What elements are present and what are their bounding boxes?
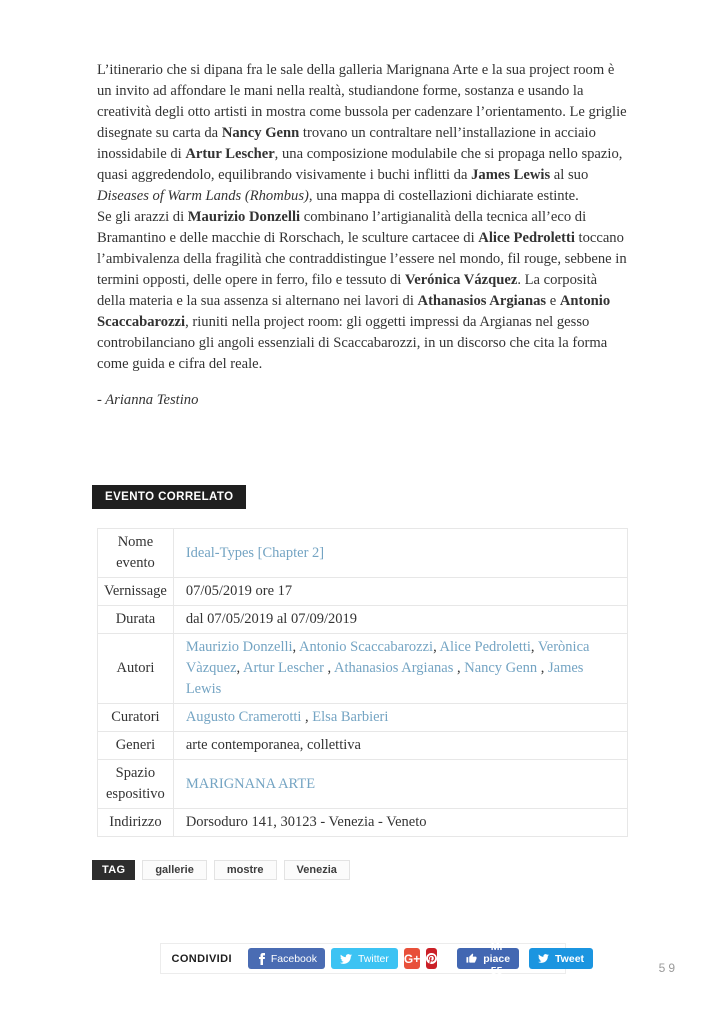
pinterest-share-button[interactable] — [426, 948, 437, 969]
link[interactable]: James Lewis — [185, 660, 584, 697]
text-segment: . La corposità della materia e la sua assenza si alternano nei lavori di — [97, 272, 598, 309]
row-value — [173, 704, 627, 732]
row-value — [173, 732, 627, 760]
text-segment: , — [301, 709, 313, 725]
share-section — [97, 940, 628, 977]
text-segment: Diseases of Warm Lands (Rhombus) — [97, 188, 309, 204]
facebook-like-button[interactable] — [457, 940, 519, 977]
row-value — [173, 809, 627, 837]
twitter-icon — [340, 954, 352, 964]
tags-bar — [92, 860, 628, 880]
text-segment: combinano l’artigianalità della tecnica all’eco di Bramantino e delle macchie di Rorschach, le sculture cartacee di — [97, 209, 587, 246]
twitter-icon — [538, 954, 549, 963]
twitter-button-label: Twitter — [357, 952, 389, 965]
tags-label-badge: TAG — [92, 860, 135, 880]
text-segment: e — [546, 293, 560, 309]
text-segment: trovano un contraltare nell’installazione in acciaio inossidabile di — [97, 125, 596, 162]
table-row-autori — [98, 634, 628, 704]
link[interactable]: Alice Pedroletti — [439, 639, 531, 655]
row-value — [173, 606, 627, 634]
text-segment: , — [453, 660, 465, 676]
pinterest-icon — [426, 953, 437, 964]
text-segment: Antonio Scaccabarozzi — [97, 293, 611, 330]
facebook-button-label: Facebook — [270, 952, 317, 965]
link[interactable]: Elsa Barbieri — [312, 709, 389, 725]
row-label: Vernissage — [98, 578, 174, 606]
text-segment: Maurizio Donzelli — [187, 209, 301, 225]
event-table-body — [98, 529, 628, 837]
table-row-curatori — [98, 704, 628, 732]
text-segment: toccano l’ambivalenza della fragilità che contraddistingue l’essere nel mondo, fil rouge, sebbene in termini opposti, delle opere in ferro, filo e tessuto di — [97, 230, 627, 288]
row-label: Generi — [98, 732, 174, 760]
text-segment: , una composizione modulabile che si propaga nello spazio, quasi aggredendolo, equilibrando visivamente i buchi inflitti da — [97, 146, 623, 183]
tweet-button-label: Tweet — [555, 952, 585, 965]
table-row-spazio-espositivo — [98, 760, 628, 809]
text-segment: al suo — [550, 167, 589, 183]
text-segment: arte contemporanea, collettiva — [185, 737, 361, 753]
text-segment: James Lewis — [471, 167, 551, 183]
table-row-generi — [98, 732, 628, 760]
tweet-button[interactable] — [529, 948, 593, 969]
text-segment: L’itinerario che si dipana fra le sale della galleria Marignana Arte e la sua project room è un invito ad affondare le mani nella realtà, studiandone forme, sostanza e usando la creatività degli otto artisti in mostra come bussola per cadenzare l’orientamento. Le griglie disegnate su carta da — [97, 62, 627, 141]
table-row-durata — [98, 606, 628, 634]
link[interactable]: MARIGNANA ARTE — [185, 775, 316, 792]
link[interactable]: Ideal-Types [Chapter 2] — [185, 544, 325, 561]
link[interactable]: Maurizio Donzelli — [185, 639, 293, 655]
text-segment: , — [292, 639, 299, 655]
googleplus-share-button[interactable] — [404, 948, 420, 969]
table-row-vernissage — [98, 578, 628, 606]
text-segment: Dorsoduro 141, 30123 - Venezia - Veneto — [185, 814, 427, 830]
share-bar — [160, 940, 585, 977]
article-content — [97, 60, 628, 977]
article-body — [97, 60, 628, 375]
text-segment: , riuniti nella project room: gli oggetti impressi da Argianas nel gesso controbilanciano gli angoli essenziali di Scaccabarozzi, in un discorso che cita la forma come guida e cifra del reale. — [97, 314, 608, 372]
related-event-badge: EVENTO CORRELATO — [92, 485, 246, 509]
tag-venezia[interactable]: Venezia — [284, 860, 350, 880]
link[interactable]: Nancy Genn — [464, 660, 538, 676]
link[interactable]: Artur Lescher — [243, 660, 324, 676]
text-segment: Nancy Genn — [221, 125, 300, 141]
facebook-icon — [256, 953, 265, 965]
row-value — [173, 529, 627, 578]
row-value — [173, 578, 627, 606]
text-segment: Athanasios Argianas — [417, 293, 547, 309]
text-segment: 07/05/2019 ore 17 — [185, 583, 293, 599]
text-segment: , — [537, 660, 548, 676]
text-segment: Verónica Vázquez — [405, 272, 518, 288]
facebook-share-button[interactable] — [248, 948, 325, 969]
article-paragraph — [97, 60, 628, 207]
text-segment: , — [433, 639, 440, 655]
row-label: Spazio espositivo — [98, 760, 174, 809]
text-segment: , — [236, 660, 243, 676]
link[interactable]: Augusto Cramerotti — [185, 709, 302, 725]
page-number: 59 — [658, 961, 678, 975]
tag-mostre[interactable]: mostre — [214, 860, 277, 880]
event-table — [97, 528, 628, 837]
text-segment: dal 07/05/2019 al 07/09/2019 — [185, 611, 357, 627]
link[interactable]: Antonio Scaccabarozzi — [299, 639, 434, 655]
link[interactable]: Athanasios Argianas — [334, 660, 454, 676]
googleplus-icon: G+ — [403, 951, 421, 966]
row-label: Durata — [98, 606, 174, 634]
row-label: Curatori — [98, 704, 174, 732]
text-segment: Alice Pedroletti — [478, 230, 575, 246]
tag-gallerie[interactable]: gallerie — [142, 860, 207, 880]
text-segment: , — [323, 660, 334, 676]
thumbs-up-icon — [466, 953, 477, 964]
text-segment: , — [530, 639, 538, 655]
row-value — [173, 760, 627, 809]
article-paragraph — [97, 207, 628, 375]
text-segment: Se gli arazzi di — [97, 209, 188, 225]
facebook-like-label: Mi piace 55 — [483, 940, 511, 977]
row-value — [173, 634, 627, 704]
table-row-indirizzo — [98, 809, 628, 837]
row-label: Autori — [98, 634, 174, 704]
row-label: Nome evento — [98, 529, 174, 578]
table-row-nome-evento — [98, 529, 628, 578]
text-segment: , una mappa di costellazioni dichiarate estinte. — [308, 188, 579, 204]
twitter-share-button[interactable] — [331, 948, 398, 969]
text-segment: Artur Lescher — [185, 146, 275, 162]
link[interactable]: Verònica Vàzquez — [185, 639, 590, 676]
article-byline: - Arianna Testino — [97, 392, 199, 408]
row-label: Indirizzo — [98, 809, 174, 837]
share-label: CONDIVIDI — [171, 952, 232, 965]
